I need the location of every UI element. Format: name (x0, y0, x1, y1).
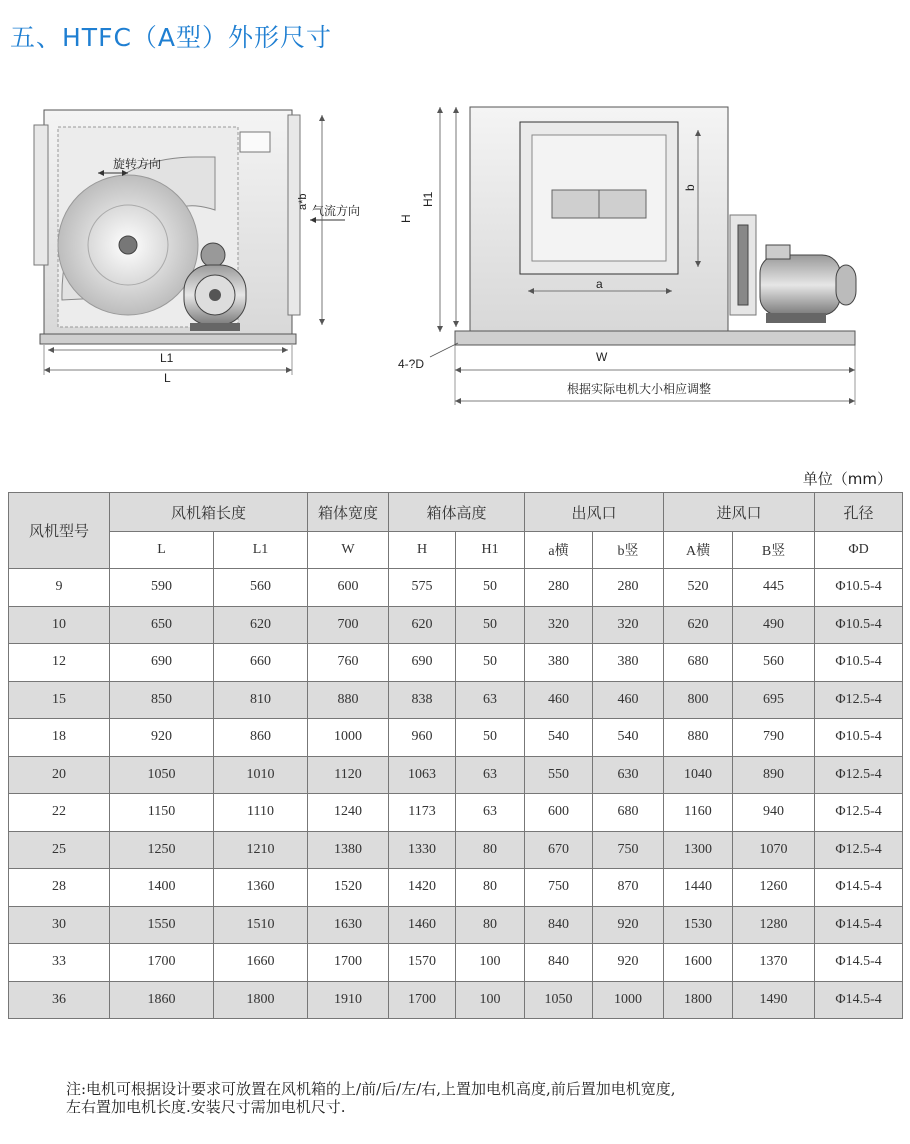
footnote (66, 1080, 896, 1116)
cell-b: 540 (593, 719, 664, 757)
cell-L1: 560 (214, 569, 308, 607)
dim-L: L (164, 371, 171, 385)
cell-L1: 1660 (214, 944, 308, 982)
cell-A: 880 (664, 719, 733, 757)
cell-W: 1520 (308, 869, 389, 907)
cell-b: 630 (593, 756, 664, 794)
cell-H: 690 (389, 644, 456, 682)
fan-hub (119, 236, 137, 254)
cell-H1: 50 (456, 644, 525, 682)
th-outlet: 出风口 (525, 493, 664, 532)
cell-D: Φ10.5-4 (815, 569, 903, 607)
footnote-line-2: 左右置加电机长度.安装尺寸需加电机尺寸. (66, 1098, 346, 1116)
table-row (9, 831, 903, 869)
cell-a: 670 (525, 831, 593, 869)
cell-H1: 50 (456, 569, 525, 607)
cell-B: 790 (733, 719, 815, 757)
cell-D: Φ14.5-4 (815, 944, 903, 982)
cell-B: 1280 (733, 906, 815, 944)
left-flange-left (34, 125, 48, 265)
table-row (9, 981, 903, 1019)
cell-H1: 80 (456, 869, 525, 907)
cell-b: 920 (593, 906, 664, 944)
cell-H1: 63 (456, 681, 525, 719)
cell-L1: 1510 (214, 906, 308, 944)
cell-H: 1570 (389, 944, 456, 982)
cell-A: 1530 (664, 906, 733, 944)
cell-H: 960 (389, 719, 456, 757)
th-sub-H: H (389, 532, 456, 569)
cell-A: 1600 (664, 944, 733, 982)
dim-ab: a*b (297, 193, 309, 210)
cell-A: 1300 (664, 831, 733, 869)
th-sub-L1: L1 (214, 532, 308, 569)
cell-W: 1910 (308, 981, 389, 1019)
cell-A: 800 (664, 681, 733, 719)
spec-table-body (9, 569, 903, 1019)
cell-L1: 1800 (214, 981, 308, 1019)
cell-L: 1550 (110, 906, 214, 944)
cell-B: 1490 (733, 981, 815, 1019)
cell-W: 700 (308, 606, 389, 644)
dim-b: b (683, 184, 697, 191)
cell-model: 20 (9, 756, 110, 794)
cell-B: 1260 (733, 869, 815, 907)
th-sub-B: B竖 (733, 532, 815, 569)
spec-table (8, 492, 903, 1019)
cell-b: 870 (593, 869, 664, 907)
left-view (34, 110, 360, 385)
cell-H1: 80 (456, 831, 525, 869)
cell-a: 460 (525, 681, 593, 719)
cell-D: Φ12.5-4 (815, 794, 903, 832)
cell-L1: 810 (214, 681, 308, 719)
cell-H: 1700 (389, 981, 456, 1019)
unit-label: 单位（mm） (802, 470, 892, 488)
dim-a: a (596, 277, 603, 291)
cell-B: 1370 (733, 944, 815, 982)
th-sub-A: A横 (664, 532, 733, 569)
cell-H: 575 (389, 569, 456, 607)
cell-D: Φ10.5-4 (815, 644, 903, 682)
table-row (9, 719, 903, 757)
right-box-base (455, 331, 855, 345)
cell-W: 600 (308, 569, 389, 607)
cell-L: 1150 (110, 794, 214, 832)
cell-b: 680 (593, 794, 664, 832)
motor-adjust-note: 根据实际电机大小相应调整 (567, 382, 712, 396)
dim-H1: H1 (421, 191, 435, 207)
cell-L1: 1110 (214, 794, 308, 832)
cell-a: 600 (525, 794, 593, 832)
right-motor-body (760, 255, 840, 315)
cell-L: 1700 (110, 944, 214, 982)
cell-b: 460 (593, 681, 664, 719)
cell-model: 18 (9, 719, 110, 757)
cell-L1: 1010 (214, 756, 308, 794)
cell-H: 1173 (389, 794, 456, 832)
cell-model: 36 (9, 981, 110, 1019)
right-motor-terminal (766, 245, 790, 259)
right-motor-foot (766, 313, 826, 323)
cell-H: 1460 (389, 906, 456, 944)
cell-W: 1240 (308, 794, 389, 832)
left-flange-right (288, 115, 300, 315)
cell-L: 1860 (110, 981, 214, 1019)
cell-model: 30 (9, 906, 110, 944)
th-sub-H1: H1 (456, 532, 525, 569)
cell-a: 380 (525, 644, 593, 682)
cell-L: 650 (110, 606, 214, 644)
cell-H1: 80 (456, 906, 525, 944)
cell-a: 840 (525, 906, 593, 944)
table-row (9, 794, 903, 832)
th-length: 风机箱长度 (110, 493, 308, 532)
cell-W: 1380 (308, 831, 389, 869)
dim-W: W (596, 350, 608, 364)
th-height: 箱体高度 (389, 493, 525, 532)
cell-b: 750 (593, 831, 664, 869)
th-hole: 孔径 (815, 493, 903, 532)
cell-A: 620 (664, 606, 733, 644)
cell-A: 1160 (664, 794, 733, 832)
cell-D: Φ10.5-4 (815, 606, 903, 644)
cell-D: Φ12.5-4 (815, 681, 903, 719)
airflow-label: 气流方向 (312, 204, 361, 218)
cell-H1: 100 (456, 944, 525, 982)
th-sub-D: ΦD (815, 532, 903, 569)
cell-D: Φ12.5-4 (815, 831, 903, 869)
cell-L: 850 (110, 681, 214, 719)
cell-A: 1040 (664, 756, 733, 794)
cell-D: Φ10.5-4 (815, 719, 903, 757)
cell-D: Φ14.5-4 (815, 906, 903, 944)
cell-model: 22 (9, 794, 110, 832)
cell-a: 840 (525, 944, 593, 982)
left-nameplate (240, 132, 270, 152)
cell-b: 320 (593, 606, 664, 644)
left-box-base (40, 334, 296, 344)
th-sub-b: b竖 (593, 532, 664, 569)
cell-a: 750 (525, 869, 593, 907)
cell-L1: 860 (214, 719, 308, 757)
cell-W: 760 (308, 644, 389, 682)
right-view (398, 107, 856, 405)
left-motor-shaft (209, 289, 221, 301)
cell-L1: 660 (214, 644, 308, 682)
cell-H1: 50 (456, 719, 525, 757)
cell-model: 10 (9, 606, 110, 644)
table-row (9, 906, 903, 944)
cell-D: Φ12.5-4 (815, 756, 903, 794)
cell-L: 690 (110, 644, 214, 682)
cell-L1: 1210 (214, 831, 308, 869)
cell-B: 560 (733, 644, 815, 682)
cell-L: 1250 (110, 831, 214, 869)
cell-b: 920 (593, 944, 664, 982)
cell-B: 890 (733, 756, 815, 794)
page-title: 五、HTFC（A型）外形尺寸 (10, 23, 333, 52)
pulley-belt (201, 243, 225, 267)
footnote-line-1: 注:电机可根据设计要求可放置在风机箱的上/前/后/左/右,上置加电机高度,前后置加电机宽度, (66, 1080, 676, 1098)
cell-H: 620 (389, 606, 456, 644)
th-sub-a: a横 (525, 532, 593, 569)
cell-H1: 63 (456, 756, 525, 794)
cell-D: Φ14.5-4 (815, 981, 903, 1019)
cell-a: 540 (525, 719, 593, 757)
dim-hole: 4-?D (398, 357, 425, 371)
cell-A: 1800 (664, 981, 733, 1019)
cell-L: 1400 (110, 869, 214, 907)
table-row (9, 756, 903, 794)
cell-W: 1630 (308, 906, 389, 944)
cell-H1: 50 (456, 606, 525, 644)
cell-b: 280 (593, 569, 664, 607)
right-motor-cap (836, 265, 856, 305)
right-pulley (738, 225, 748, 305)
cell-L1: 620 (214, 606, 308, 644)
cell-W: 880 (308, 681, 389, 719)
cell-D: Φ14.5-4 (815, 869, 903, 907)
table-row (9, 644, 903, 682)
cell-L: 920 (110, 719, 214, 757)
cell-W: 1700 (308, 944, 389, 982)
cell-W: 1000 (308, 719, 389, 757)
rotation-label: 旋转方向 (113, 157, 162, 171)
table-row (9, 944, 903, 982)
th-sub-L: L (110, 532, 214, 569)
th-sub-W: W (308, 532, 389, 569)
cell-H1: 100 (456, 981, 525, 1019)
table-row (9, 606, 903, 644)
cell-B: 940 (733, 794, 815, 832)
cell-B: 1070 (733, 831, 815, 869)
cell-model: 15 (9, 681, 110, 719)
cell-model: 12 (9, 644, 110, 682)
dimension-drawing-svg (0, 95, 910, 415)
cell-B: 445 (733, 569, 815, 607)
cell-model: 25 (9, 831, 110, 869)
cell-W: 1120 (308, 756, 389, 794)
cell-a: 1050 (525, 981, 593, 1019)
cell-b: 1000 (593, 981, 664, 1019)
left-motor-mount (190, 323, 240, 331)
cell-L1: 1360 (214, 869, 308, 907)
th-model: 风机型号 (9, 493, 110, 569)
cell-H: 1063 (389, 756, 456, 794)
cell-a: 320 (525, 606, 593, 644)
cell-b: 380 (593, 644, 664, 682)
table-row (9, 869, 903, 907)
cell-model: 9 (9, 569, 110, 607)
cell-B: 490 (733, 606, 815, 644)
th-inlet: 进风口 (664, 493, 815, 532)
cell-a: 550 (525, 756, 593, 794)
cell-model: 33 (9, 944, 110, 982)
cell-H: 1420 (389, 869, 456, 907)
cell-H: 1330 (389, 831, 456, 869)
cell-model: 28 (9, 869, 110, 907)
dim-H: H (399, 214, 413, 223)
th-width: 箱体宽度 (308, 493, 389, 532)
cell-B: 695 (733, 681, 815, 719)
cell-A: 520 (664, 569, 733, 607)
cell-A: 680 (664, 644, 733, 682)
cell-H: 838 (389, 681, 456, 719)
table-row (9, 569, 903, 607)
cell-H1: 63 (456, 794, 525, 832)
table-row (9, 681, 903, 719)
cell-L: 1050 (110, 756, 214, 794)
technical-drawing (0, 95, 910, 415)
cell-L: 590 (110, 569, 214, 607)
cell-A: 1440 (664, 869, 733, 907)
dim-L1: L1 (160, 351, 174, 365)
cell-a: 280 (525, 569, 593, 607)
